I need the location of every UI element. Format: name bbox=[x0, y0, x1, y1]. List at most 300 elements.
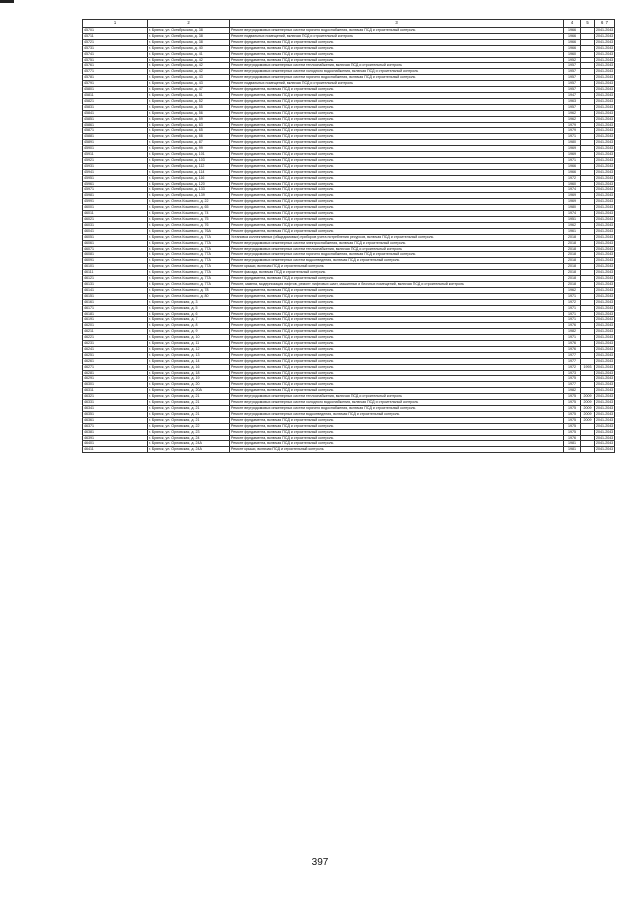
planned-period-cell: 2041-2043 bbox=[596, 205, 614, 210]
work-type-cell: Ремонт внутридомовых инженерных систем водоотведения, включая ПСД и строительный контроль bbox=[230, 258, 564, 264]
year-built-cell: 2018 bbox=[564, 264, 581, 270]
planned-period-cell: 2041-2043 bbox=[596, 246, 614, 251]
header-col-6: 6 7 bbox=[595, 20, 615, 28]
planned-period-cell: 2041-2043 bbox=[596, 429, 614, 434]
planned-period-cell: 2041-2043 bbox=[596, 311, 614, 316]
work-type-cell: Ремонт фундамента, включая ПСД и строительный контроль bbox=[230, 222, 564, 228]
year-built-cell: 1961 bbox=[564, 228, 581, 234]
address-cell: г. Брянск, ул. Орловская, д. 20А bbox=[148, 388, 230, 394]
year-built-cell: 1971 bbox=[564, 293, 581, 299]
work-type-cell: Ремонт фундамента, включая ПСД и строительный контроль bbox=[230, 199, 564, 205]
year-built-cell: 2018 bbox=[564, 276, 581, 282]
year-repaired-cell: 2009 bbox=[581, 400, 595, 406]
work-type-cell: Ремонт фасада, включая ПСД и строительный контроль bbox=[230, 270, 564, 276]
row-id-cell: 46241 bbox=[83, 346, 148, 352]
work-type-cell: Ремонт фундамента, включая ПСД и строительный контроль bbox=[230, 110, 564, 116]
capital-repair-register-table bbox=[82, 19, 615, 453]
address-cell: г. Брянск, ул. Орловская, д. 21 bbox=[148, 400, 230, 406]
year-built-cell: 2018 bbox=[564, 281, 581, 287]
year-built-cell: 1969 bbox=[564, 193, 581, 199]
row-id-cell: 45731 bbox=[83, 45, 148, 51]
planned-period-cell: 2041-2043 bbox=[596, 51, 614, 56]
row-id-cell: 45741 bbox=[83, 51, 148, 57]
work-type-cell: Ремонт фундамента, включая ПСД и строительный контроль bbox=[230, 287, 564, 293]
row-id-cell: 45801 bbox=[83, 87, 148, 93]
planned-period-cell: 2041-2043 bbox=[596, 388, 614, 393]
work-type-cell: Ремонт фундамента, включая ПСД и строительный контроль bbox=[230, 92, 564, 98]
address-cell: г. Брянск, ул. Октябрьская, д. 139 bbox=[148, 193, 230, 199]
year-built-cell: 1957 bbox=[564, 63, 581, 69]
row-id-cell: 46341 bbox=[83, 406, 148, 412]
address-cell: г. Брянск, ул. Олега Кошевого, д. 76 bbox=[148, 222, 230, 228]
year-built-cell: 1981 bbox=[564, 441, 581, 447]
year-built-cell: 1972 bbox=[564, 175, 581, 181]
address-cell: г. Брянск, ул. Октябрьская, д. 47 bbox=[148, 87, 230, 93]
address-cell: г. Брянск, ул. Орловская, д. 19 bbox=[148, 376, 230, 382]
work-type-cell: Ремонт фундамента, включая ПСД и строительный контроль bbox=[230, 317, 564, 323]
row-id-cell: 45771 bbox=[83, 69, 148, 75]
year-repaired-cell: 2009 bbox=[581, 411, 595, 417]
work-type-cell: Ремонт фундамента, включая ПСД и строительный контроль bbox=[230, 435, 564, 441]
year-built-cell: 1957 bbox=[564, 75, 581, 81]
work-type-cell: Ремонт фундамента, включая ПСД и строительный контроль bbox=[230, 311, 564, 317]
year-built-cell: 2018 bbox=[564, 258, 581, 264]
planned-period-cell: 2041-2043 bbox=[596, 45, 614, 50]
row-id-cell: 45761 bbox=[83, 63, 148, 69]
row-id-cell: 46291 bbox=[83, 376, 148, 382]
table-header-row bbox=[83, 20, 615, 28]
year-built-cell: 1966 bbox=[564, 45, 581, 51]
year-built-cell: 2018 bbox=[564, 240, 581, 246]
row-id-cell: 46371 bbox=[83, 423, 148, 429]
work-type-cell: Ремонт фундамента, включая ПСД и строительный контроль bbox=[230, 205, 564, 211]
header-col-3: 3 bbox=[230, 20, 564, 28]
row-id-cell: 45781 bbox=[83, 75, 148, 81]
row-id-cell: 46401 bbox=[83, 441, 148, 447]
planned-period-cell: 2041-2043 bbox=[596, 382, 614, 387]
work-type-cell: Ремонт фундамента, включая ПСД и строительный контроль bbox=[230, 423, 564, 429]
year-built-cell: 1977 bbox=[564, 382, 581, 388]
planned-period-cell: 2041-2043 bbox=[596, 222, 614, 227]
planned-period-cell: 2041-2043 bbox=[596, 329, 614, 334]
work-type-cell: Ремонт фундамента, включая ПСД и строительный контроль bbox=[230, 122, 564, 128]
work-type-cell: Ремонт фундамента, включая ПСД и строительный контроль bbox=[230, 352, 564, 358]
planned-period-cell: 2041-2043 bbox=[596, 69, 614, 74]
planned-period-cell: 2041-2043 bbox=[596, 406, 614, 410]
page-number: 397 bbox=[311, 857, 329, 868]
address-cell: г. Брянск, ул. Олега Кошевого, д. 77А bbox=[148, 234, 230, 240]
row-id-cell: 45941 bbox=[83, 169, 148, 175]
year-built-cell: 1966 bbox=[564, 33, 581, 39]
planned-period-cell: 2041-2043 bbox=[596, 157, 614, 162]
row-id-cell: 46021 bbox=[83, 217, 148, 223]
row-id-cell: 46151 bbox=[83, 293, 148, 299]
work-type-cell: Ремонт фундамента, включая ПСД и строительный контроль bbox=[230, 299, 564, 305]
planned-period-cell: 2041-2043 bbox=[596, 376, 614, 381]
work-type-cell: Ремонт подвальных помещений, включая ПСД и строительный контроль bbox=[230, 33, 564, 39]
planned-period-cell: 2041-2043 bbox=[596, 163, 614, 168]
address-cell: г. Брянск, ул. Октябрьская, д. 56 bbox=[148, 110, 230, 116]
year-built-cell: 1975 bbox=[564, 406, 581, 412]
work-type-cell: Ремонт фундамента, включая ПСД и строительный контроль bbox=[230, 335, 564, 341]
address-cell: г. Брянск, ул. Олега Кошевого, д. 75 bbox=[148, 217, 230, 223]
row-id-cell: 45791 bbox=[83, 81, 148, 87]
address-cell: г. Брянск, ул. Октябрьская, д. 43 bbox=[148, 75, 230, 81]
planned-period-cell: 2041-2043 bbox=[596, 169, 614, 174]
row-id-cell: 46311 bbox=[83, 388, 148, 394]
header-col-2: 2 bbox=[148, 20, 230, 28]
row-id-cell: 46331 bbox=[83, 400, 148, 406]
planned-period-cell: 2041-2043 bbox=[596, 281, 614, 286]
work-type-cell: Ремонт фундамента, включая ПСД и строительный контроль bbox=[230, 98, 564, 104]
year-built-cell: 1962 bbox=[564, 287, 581, 293]
address-cell: г. Брянск, ул. Орловская, д. 24А bbox=[148, 441, 230, 447]
year-repaired-cell: 2009 bbox=[581, 406, 595, 412]
address-cell: г. Брянск, ул. Олега Кошевого, д. 77А bbox=[148, 240, 230, 246]
address-cell: г. Брянск, ул. Октябрьская, д. 42 bbox=[148, 69, 230, 75]
work-type-cell: Ремонт фундамента, включая ПСД и строительный контроль bbox=[230, 211, 564, 217]
address-cell: г. Брянск, ул. Орловская, д. 10 bbox=[148, 335, 230, 341]
planned-period-cell: 2041-2043 bbox=[596, 276, 614, 281]
work-type-cell: Ремонт, замена, модернизация лифтов, ремонт лифтовых шахт, машинных и блочных помещений, включая ПСД и строительный контроль bbox=[230, 281, 564, 287]
planned-period-cell: 2041-2043 bbox=[596, 270, 614, 275]
planned-period-cell: 2041-2043 bbox=[596, 104, 614, 109]
address-cell: г. Брянск, ул. Орловская, д. 24 bbox=[148, 435, 230, 441]
planned-period-cell: 2041-2043 bbox=[596, 146, 614, 151]
row-id-cell: 46061 bbox=[83, 240, 148, 246]
planned-period-cell: 2041-2043 bbox=[596, 110, 614, 115]
year-built-cell: 1974 bbox=[564, 211, 581, 217]
row-id-cell: 46131 bbox=[83, 281, 148, 287]
year-built-cell: 1975 bbox=[564, 417, 581, 423]
work-type-cell: Ремонт фундамента, включая ПСД и строительный контроль bbox=[230, 193, 564, 199]
year-built-cell: 1966 bbox=[564, 39, 581, 45]
year-built-cell: 1972 bbox=[564, 299, 581, 305]
address-cell: г. Брянск, ул. Октябрьская, д. 116 bbox=[148, 175, 230, 181]
year-built-cell: 1969 bbox=[564, 199, 581, 205]
address-cell: г. Брянск, ул. Орловская, д. 6 bbox=[148, 311, 230, 317]
work-type-cell: Ремонт внутридомовых инженерных систем горячего водоснабжения, включая ПСД и строительный контроль bbox=[230, 252, 564, 258]
row-id-cell: 46361 bbox=[83, 417, 148, 423]
year-built-cell: 1975 bbox=[564, 429, 581, 435]
work-type-cell: Ремонт фундамента, включая ПСД и строительный контроль bbox=[230, 370, 564, 376]
table-body bbox=[83, 28, 615, 453]
row-id-cell: 46281 bbox=[83, 370, 148, 376]
row-id-cell: 46121 bbox=[83, 276, 148, 282]
row-id-cell: 46181 bbox=[83, 311, 148, 317]
planned-period-cell: 2041-2043 bbox=[596, 264, 614, 269]
planned-period-cell: 2041-2043 bbox=[596, 293, 614, 298]
work-type-cell: Ремонт фундамента, включая ПСД и строительный контроль bbox=[230, 163, 564, 169]
address-cell: г. Брянск, ул. Олега Кошевого, д. 77А bbox=[148, 281, 230, 287]
work-type-cell: Ремонт фундамента, включая ПСД и строительный контроль bbox=[230, 116, 564, 122]
year-repaired-cell: 1993 bbox=[581, 364, 595, 370]
year-built-cell: 1971 bbox=[564, 311, 581, 317]
planned-period-cell: 2041-2043 bbox=[596, 211, 614, 216]
year-built-cell: 2018 bbox=[564, 270, 581, 276]
address-cell: г. Брянск, ул. Орловская, д. 7 bbox=[148, 317, 230, 323]
scan-corner-mark bbox=[0, 0, 14, 3]
work-type-cell: Ремонт внутридомовых инженерных систем горячего водоснабжения, включая ПСД и строительный контроль bbox=[230, 406, 564, 412]
row-id-cell: 45931 bbox=[83, 163, 148, 169]
row-id-cell: 45721 bbox=[83, 39, 148, 45]
work-type-cell: Ремонт фундамента, включая ПСД и строительный контроль bbox=[230, 382, 564, 388]
year-built-cell: 1979 bbox=[564, 122, 581, 128]
planned-period-cell: 2041-2043 bbox=[596, 423, 614, 428]
work-type-cell: Ремонт фундамента, включая ПСД и строительный контроль bbox=[230, 323, 564, 329]
address-cell: г. Брянск, ул. Октябрьская, д. 51 bbox=[148, 92, 230, 98]
year-built-cell: 1977 bbox=[564, 352, 581, 358]
year-built-cell: 1975 bbox=[564, 376, 581, 382]
work-type-cell: Ремонт фундамента, включая ПСД и строительный контроль bbox=[230, 217, 564, 223]
work-type-cell: Ремонт фундамента, включая ПСД и строительный контроль bbox=[230, 39, 564, 45]
year-built-cell: 1972 bbox=[564, 364, 581, 370]
year-built-cell: 1973 bbox=[564, 370, 581, 376]
address-cell: г. Брянск, ул. Олега Кошевого, д. 80 bbox=[148, 293, 230, 299]
planned-period-cell: 2041-2043 bbox=[596, 128, 614, 133]
work-type-cell: Ремонт фундамента, включая ПСД и строительный контроль bbox=[230, 128, 564, 134]
address-cell: г. Брянск, ул. Октябрьская, д. 42 bbox=[148, 63, 230, 69]
work-type-cell: Ремонт фундамента, включая ПСД и строительный контроль bbox=[230, 293, 564, 299]
address-cell: г. Брянск, ул. Октябрьская, д. 101 bbox=[148, 152, 230, 158]
work-type-cell: Ремонт подвальных помещений, включая ПСД и строительный контроль bbox=[230, 81, 564, 87]
planned-period-cell: 2041-2043 bbox=[596, 364, 614, 369]
year-built-cell: 1969 bbox=[564, 146, 581, 152]
row-id-cell: 46271 bbox=[83, 364, 148, 370]
planned-period-cell: 2041-2043 bbox=[596, 39, 614, 44]
year-built-cell: 1975 bbox=[564, 423, 581, 429]
planned-period-cell: 2041-2043 bbox=[596, 234, 614, 239]
row-id-cell: 46201 bbox=[83, 323, 148, 329]
address-cell: г. Брянск, ул. Орловская, д. 12 bbox=[148, 346, 230, 352]
row-id-cell: 46111 bbox=[83, 270, 148, 276]
address-cell: г. Брянск, ул. Орловская, д. 21 bbox=[148, 394, 230, 400]
address-cell: г. Брянск, ул. Олега Кошевого, д. 77А bbox=[148, 258, 230, 264]
row-id-cell: 46171 bbox=[83, 305, 148, 311]
year-built-cell: 1969 bbox=[564, 152, 581, 158]
row-id-cell: 45951 bbox=[83, 175, 148, 181]
address-cell: г. Брянск, ул. Октябрьская, д. 87 bbox=[148, 140, 230, 146]
row-id-cell: 46191 bbox=[83, 317, 148, 323]
work-type-cell: Ремонт фундамента, включая ПСД и строительный контроль bbox=[230, 146, 564, 152]
planned-period-cell: 2041-2043 bbox=[596, 193, 614, 198]
year-built-cell: 1947 bbox=[564, 92, 581, 98]
work-type-cell: Ремонт фундамента, включая ПСД и строительный контроль bbox=[230, 341, 564, 347]
work-type-cell: Ремонт фундамента, включая ПСД и строительный контроль bbox=[230, 51, 564, 57]
header-col-5: 5 bbox=[581, 20, 595, 28]
address-cell: г. Брянск, ул. Октябрьская, д. 99 bbox=[148, 146, 230, 152]
planned-period-cell: 2041-2043 bbox=[596, 447, 614, 452]
work-type-cell: Ремонт фундамента, включая ПСД и строительный контроль bbox=[230, 134, 564, 140]
row-id-cell: 45851 bbox=[83, 116, 148, 122]
planned-period-cell: 2041-2043 bbox=[596, 63, 614, 68]
year-built-cell: 1975 bbox=[564, 394, 581, 400]
year-repaired-cell: 2009 bbox=[581, 394, 595, 400]
row-id-cell: 46231 bbox=[83, 341, 148, 347]
row-id-cell: 46211 bbox=[83, 329, 148, 335]
planned-period-cell: 2041-2043 bbox=[596, 287, 614, 292]
address-cell: г. Брянск, ул. Орловская, д. 21 bbox=[148, 406, 230, 412]
address-cell: г. Брянск, ул. Орловская, д. 8 bbox=[148, 323, 230, 329]
planned-period-cell: 2041-2043 bbox=[596, 370, 614, 375]
row-id-cell: 46031 bbox=[83, 222, 148, 228]
address-cell: г. Брянск, ул. Олега Кошевого, д. 77А bbox=[148, 252, 230, 258]
work-type-cell: Ремонт фундамента, включая ПСД и строительный контроль bbox=[230, 157, 564, 163]
year-built-cell: 1957 bbox=[564, 87, 581, 93]
row-id-cell: 45831 bbox=[83, 104, 148, 110]
year-built-cell: 1962 bbox=[564, 110, 581, 116]
work-type-cell: Ремонт внутридомовых инженерных систем водоотведения, включая ПСД и строительный контроль bbox=[230, 411, 564, 417]
address-cell: г. Брянск, ул. Олега Кошевого, д. 76А bbox=[148, 228, 230, 234]
row-id-cell: 45841 bbox=[83, 110, 148, 116]
work-type-cell: Ремонт фундамента, включая ПСД и строительный контроль bbox=[230, 417, 564, 423]
address-cell: г. Брянск, ул. Орловская, д. 14 bbox=[148, 358, 230, 364]
planned-period-cell: 2041-2043 bbox=[596, 352, 614, 357]
address-cell: г. Брянск, ул. Октябрьская, д. 55 bbox=[148, 104, 230, 110]
address-cell: г. Брянск, ул. Олега Кошевого, д. 74 bbox=[148, 211, 230, 217]
year-built-cell: 1980 bbox=[564, 140, 581, 146]
row-id-cell: 46091 bbox=[83, 258, 148, 264]
row-id-cell: 46351 bbox=[83, 411, 148, 417]
address-cell: г. Брянск, ул. Олега Кошевого, д. 77А bbox=[148, 270, 230, 276]
planned-period-cell: 2041-2043 bbox=[596, 75, 614, 80]
row-id-cell: 46221 bbox=[83, 335, 148, 341]
row-id-cell: 46001 bbox=[83, 205, 148, 211]
planned-period-cell: 2041-2043 bbox=[596, 441, 614, 446]
year-built-cell: 2018 bbox=[564, 246, 581, 252]
planned-period-cell: 2041-2043 bbox=[596, 341, 614, 346]
row-id-cell: 46101 bbox=[83, 264, 148, 270]
work-type-cell: Ремонт внутридомовых инженерных систем горячего водоснабжения, включая ПСД и строительный контроль bbox=[230, 75, 564, 81]
address-cell: г. Брянск, ул. Орловская, д. 11 bbox=[148, 341, 230, 347]
address-cell: г. Брянск, ул. Олега Кошевого, д. 78 bbox=[148, 287, 230, 293]
year-built-cell: 1971 bbox=[564, 317, 581, 323]
year-built-cell: 1971 bbox=[564, 134, 581, 140]
row-id-cell: 45811 bbox=[83, 92, 148, 98]
year-built-cell: 1982 bbox=[564, 329, 581, 335]
address-cell: г. Брянск, ул. Орловская, д. 24А bbox=[148, 447, 230, 453]
work-type-cell: Ремонт крыши, включая ПСД и строительный контроль bbox=[230, 447, 564, 453]
work-type-cell: Ремонт фундамента, включая ПСД и строительный контроль bbox=[230, 376, 564, 382]
address-cell: г. Брянск, ул. Октябрьская, д. 66 bbox=[148, 134, 230, 140]
row-id-cell: 45861 bbox=[83, 122, 148, 128]
work-type-cell: Ремонт фундамента, включая ПСД и строительный контроль bbox=[230, 388, 564, 394]
year-repaired-cell bbox=[581, 447, 595, 453]
work-type-cell: Ремонт фундамента, включая ПСД и строительный контроль bbox=[230, 441, 564, 447]
year-built-cell: 1951 bbox=[564, 217, 581, 223]
work-type-cell: Ремонт фундамента, включая ПСД и строительный контроль bbox=[230, 57, 564, 63]
address-cell: г. Брянск, ул. Орловская, д. 13 bbox=[148, 352, 230, 358]
work-type-cell: Ремонт фундамента, включая ПСД и строительный контроль bbox=[230, 228, 564, 234]
year-built-cell: 1966 bbox=[564, 163, 581, 169]
work-type-cell: Ремонт крыши, включая ПСД и строительный контроль bbox=[230, 264, 564, 270]
year-built-cell: 1982 bbox=[564, 388, 581, 394]
work-type-cell: Ремонт фундамента, включая ПСД и строительный контроль bbox=[230, 140, 564, 146]
row-id-cell: 45921 bbox=[83, 157, 148, 163]
planned-period-cell: 2041-2043 bbox=[596, 252, 614, 257]
work-type-cell: Ремонт внутридомовых инженерных систем теплоснабжения, включая ПСД и строительный контроль bbox=[230, 246, 564, 252]
address-cell: г. Брянск, ул. Олега Кошевого, д. 22 bbox=[148, 199, 230, 205]
row-id-cell: 46251 bbox=[83, 352, 148, 358]
row-id-cell: 45821 bbox=[83, 98, 148, 104]
work-type-cell: Ремонт внутридомовых инженерных систем холодного водоснабжения, включая ПСД и строительный контроль bbox=[230, 400, 564, 406]
work-type-cell: Ремонт фундамента, включая ПСД и строительный контроль bbox=[230, 429, 564, 435]
address-cell: г. Брянск, ул. Орловская, д. 9 bbox=[148, 329, 230, 335]
year-built-cell: 1962 bbox=[564, 116, 581, 122]
work-type-cell: Ремонт фундамента, включая ПСД и строительный контроль bbox=[230, 187, 564, 193]
address-cell: г. Брянск, ул. Октябрьская, д. 38 bbox=[148, 33, 230, 39]
row-id-cell: 45701 bbox=[83, 28, 148, 34]
address-cell: г. Брянск, ул. Октябрьская, д. 114 bbox=[148, 169, 230, 175]
work-type-cell: Ремонт фундамента, включая ПСД и строительный контроль bbox=[230, 364, 564, 370]
planned-period-cell: 2041-2043 bbox=[596, 175, 614, 180]
work-type-cell: Ремонт внутридомовых инженерных систем теплоснабжения, включая ПСД и строительный контроль bbox=[230, 63, 564, 69]
planned-period-cell: 2041-2043 bbox=[596, 305, 614, 310]
row-id-cell: 46411 bbox=[83, 447, 148, 453]
work-type-cell: Ремонт фундамента, включая ПСД и строительный контроль bbox=[230, 175, 564, 181]
year-built-cell: 1952 bbox=[564, 57, 581, 63]
planned-period-cell: 2041-2043 bbox=[596, 181, 614, 186]
row-id-cell: 45881 bbox=[83, 134, 148, 140]
work-type-cell: Ремонт фундамента, включая ПСД и строительный контроль bbox=[230, 87, 564, 93]
year-built-cell: 1976 bbox=[564, 435, 581, 441]
row-id-cell: 45981 bbox=[83, 193, 148, 199]
address-cell: г. Брянск, ул. Октябрьская, д. 65 bbox=[148, 128, 230, 134]
planned-period-cell: 2041-2043 bbox=[596, 394, 614, 399]
address-cell: г. Брянск, ул. Октябрьская, д. 42 bbox=[148, 57, 230, 63]
year-built-cell: 1962 bbox=[564, 222, 581, 228]
address-cell: г. Брянск, ул. Олега Кошевого, д. 77А bbox=[148, 246, 230, 252]
year-built-cell: 1976 bbox=[564, 323, 581, 329]
planned-period-cell: 2041-2043 bbox=[596, 81, 614, 86]
planned-period-cell: 2041-2043 bbox=[596, 152, 614, 157]
row-id-cell: 45891 bbox=[83, 140, 148, 146]
year-built-cell: 1980 bbox=[564, 205, 581, 211]
row-id-cell: 45911 bbox=[83, 152, 148, 158]
year-built-cell: 1960 bbox=[564, 181, 581, 187]
work-type-cell: Ремонт фундамента, включая ПСД и строительный контроль bbox=[230, 276, 564, 282]
row-id-cell: 46071 bbox=[83, 246, 148, 252]
year-built-cell: 1966 bbox=[564, 169, 581, 175]
address-cell: г. Брянск, ул. Орловская, д. 22 bbox=[148, 423, 230, 429]
year-built-cell: 1977 bbox=[564, 358, 581, 364]
work-type-cell: Ремонт фундамента, включая ПСД и строительный контроль bbox=[230, 45, 564, 51]
planned-period-cell: 2041-2043 bbox=[596, 217, 614, 221]
address-cell: г. Брянск, ул. Октябрьская, д. 38 bbox=[148, 28, 230, 34]
header-col-4: 4 bbox=[564, 20, 581, 28]
row-id-cell: 46041 bbox=[83, 228, 148, 234]
planned-period-cell: 2041-2043 bbox=[596, 228, 614, 233]
address-cell: г. Брянск, ул. Олега Кошевого, д. 77А bbox=[148, 276, 230, 282]
work-type-cell: Ремонт внутридомовых инженерных систем теплоснабжения, включая ПСД и строительный контроль bbox=[230, 394, 564, 400]
year-built-cell: 1976 bbox=[564, 346, 581, 352]
planned-period-cell: 2041-2043 bbox=[596, 116, 614, 121]
row-id-cell: 46391 bbox=[83, 435, 148, 441]
work-type-cell: Установка коллективных (общедомовых) приборов учета потребления ресурсов, включая ПСД и строительный контроль bbox=[230, 234, 564, 240]
planned-period-cell: 2041-2043 bbox=[596, 98, 614, 103]
address-cell: г. Брянск, ул. Октябрьская, д. 41 bbox=[148, 51, 230, 57]
year-built-cell: 1971 bbox=[564, 335, 581, 341]
year-built-cell: 1979 bbox=[564, 128, 581, 134]
planned-period-cell: 2041-2043 bbox=[596, 92, 614, 97]
year-built-cell: 1957 bbox=[564, 69, 581, 75]
year-built-cell: 1960 bbox=[564, 51, 581, 57]
address-cell: г. Брянск, ул. Олега Кошевого, д. 65 bbox=[148, 205, 230, 211]
planned-period-cell: 2041-2043 bbox=[596, 33, 614, 38]
work-type-cell: Ремонт фундамента, включая ПСД и строительный контроль bbox=[230, 329, 564, 335]
planned-period-cell: 2041-2043 bbox=[596, 317, 614, 322]
work-type-cell: Ремонт фундамента, включая ПСД и строительный контроль bbox=[230, 169, 564, 175]
